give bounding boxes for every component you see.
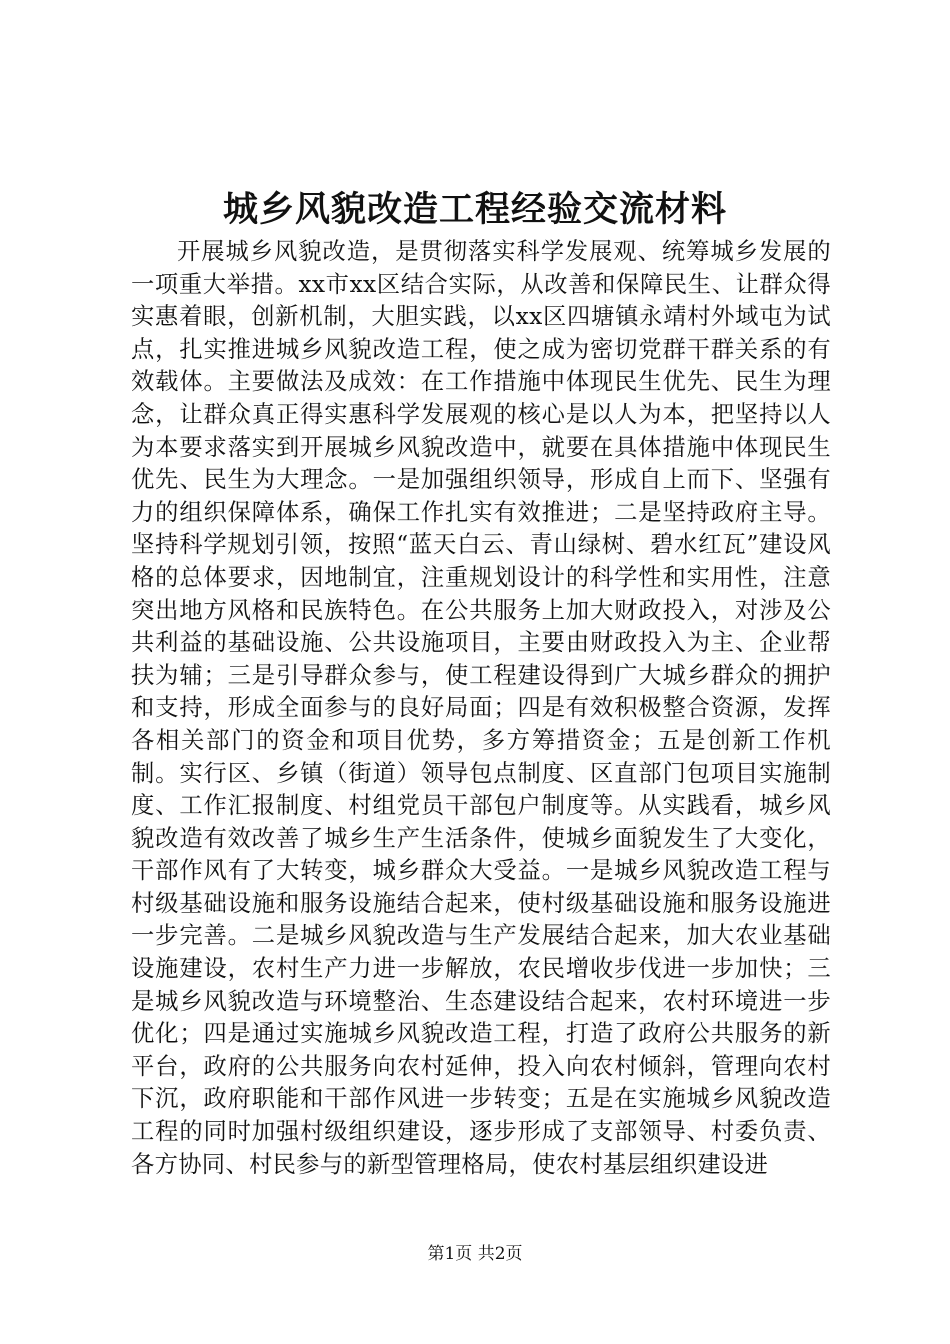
document-title: 城乡风貌改造工程经验交流材料 [222, 189, 727, 230]
document-body-paragraph: 开展城乡风貌改造，是贯彻落实科学发展观、统筹城乡发展的一项重大举措。xx市xx区结合实际，从改善和保障民生、让群众得实惠着眼，创新机制，大胆实践，以xx区四塘镇永靖村外域屯为试点，扎实推进城乡风貌改造工程，使之成为密切党群干群关系的有效载体。主要做法及成效：在工作措施中体现民生优先、民生为理念，让群众真正得实惠科学发展观的核心是以人为本，把坚持以人为本要求落实到开展城乡风貌改造中，就要在具体措施中体现民生优先、民生为大理念。一是加强组织领导，形成自上而下、坚强有力的组织保障体系，确保工作扎实有效推进；二是坚持政府主导。坚持科学规划引领，按照“蓝天白云、青山绿树、碧水红瓦”建设风格的总体要求，因地制宜，注重规划设计的科学性和实用性，注意突出地方风格和民族特色。在公共服务上加大财政投入，对涉及公共利益的基础设施、公共设施项目，主要由财政投入为主、企业帮扶为辅；三是引导群众参与，使工程建设得到广大城乡群众的拥护和支持，形成全面参与的良好局面；四是有效积极整合资源，发挥各相关部门的资金和项目优势，多方筹措资金；五是创新工作机制。实行区、乡镇（街道）领导包点制度、区直部门包项目实施制度、工作汇报制度、村组党员干部包户制度等。从实践看，城乡风貌改造有效改善了城乡生产生活条件，使城乡面貌发生了大变化，干部作风有了大转变，城乡群众大受益。一是城乡风貌改造工程与村级基础设施和服务设施结合起来，使村级基础设施和服务设施进一步完善。二是城乡风貌改造与生产发展结合起来，加大农业基础设施建设，农村生产力进一步解放，农民增收步伐进一步加快；三是城乡风貌改造与环境整治、生态建设结合起来，农村环境进一步优化；四是通过实施城乡风貌改造工程，打造了政府公共服务的新平台，政府的公共服务向农村延伸，投入向农村倾斜，管理向农村下沉，政府职能和干部作风进一步转变；五是在实施城乡风貌改造工程的同时加强村级组织建设，逐步形成了支部领导、村委负责、各方协同、村民参与的新型管理格局，使农村基层组织建设进 [131, 238, 831, 1178]
page-number-footer: 第1页 共2页 [427, 1244, 523, 1264]
